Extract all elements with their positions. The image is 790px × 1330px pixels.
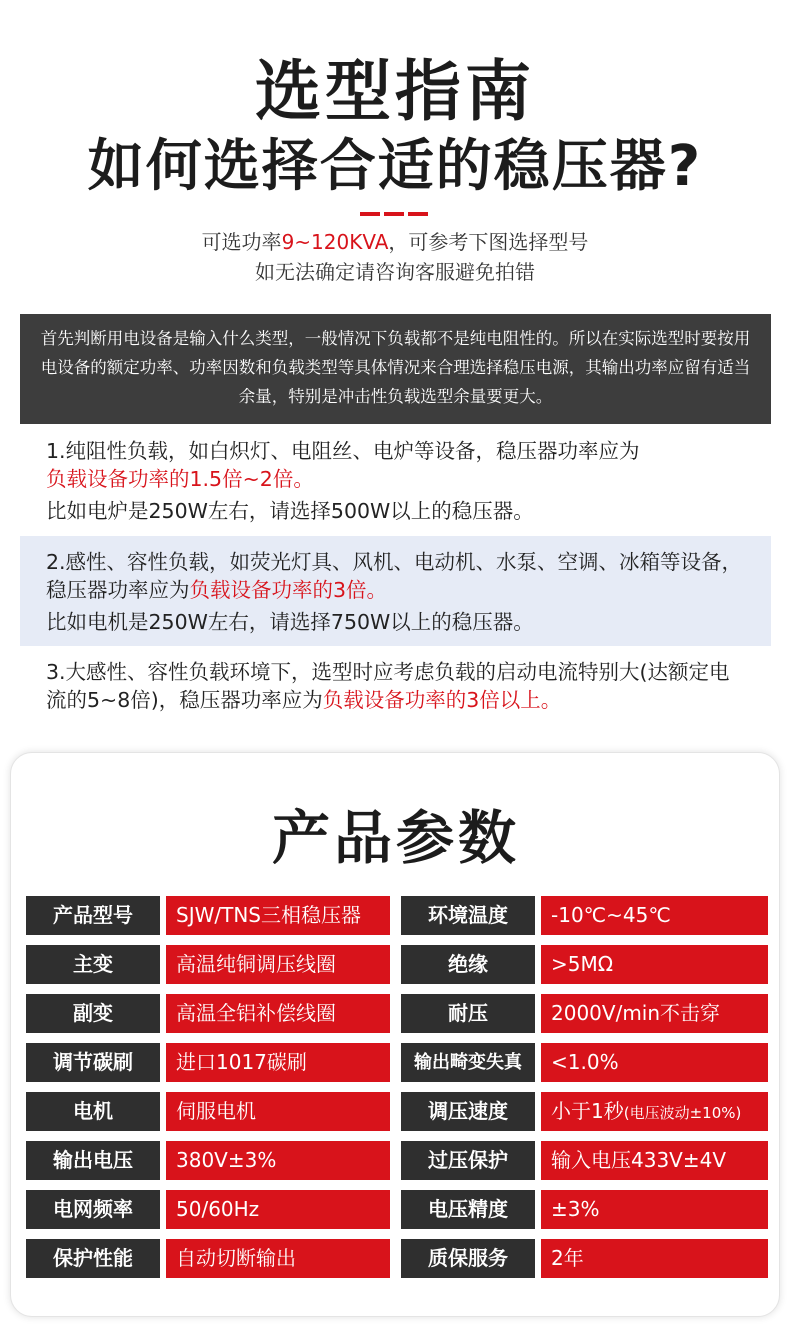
params-card (10, 752, 780, 1317)
param-value: SJW/TNS三相稳压器 (166, 896, 390, 935)
guide-item-example: 比如电机是250W左右，请选择750W以上的稳压器。 (46, 610, 534, 634)
param-row (26, 1043, 768, 1082)
param-value: ±3% (541, 1190, 768, 1229)
power-range-prefix: 可选功率 (201, 230, 282, 254)
power-range-value: 9~120KVA (281, 230, 389, 254)
param-value: 伺服电机 (166, 1092, 390, 1131)
param-label: 产品型号 (26, 896, 160, 935)
guide-item-text: 3.大感性、容性负载环境下，选型时应考虑负载的启动电流特别大(达额定电流的5~8倍)，稳压器功率应为 (46, 660, 730, 712)
param-label: 电压精度 (401, 1190, 535, 1229)
param-value: 380V±3% (166, 1141, 390, 1180)
guide-item-text: 1.纯阻性负载，如白炽灯、电阻丝、电炉等设备，稳压器功率应为 (46, 439, 640, 463)
consult-note: 如无法确定请咨询客服避免拍错 (255, 260, 535, 284)
param-label: 保护性能 (26, 1239, 160, 1278)
power-range-suffix: ，可参考下图选择型号 (388, 230, 589, 254)
param-label: 电网频率 (26, 1190, 160, 1229)
param-label: 质保服务 (401, 1239, 535, 1278)
guide-item-highlight: 负载设备功率的3倍以上。 (322, 688, 562, 712)
param-value: -10℃~45℃ (541, 896, 768, 935)
guide-item-resistive (20, 437, 771, 525)
param-value (541, 1092, 768, 1131)
param-label: 调压速度 (401, 1092, 535, 1131)
guide-item-heavy-load (20, 658, 771, 714)
param-label: 环境温度 (401, 896, 535, 935)
intro-box: 首先判断用电设备是输入什么类型，一般情况下负载都不是纯电阻性的。所以在实际选型时要按用电设备的额定功率、功率因数和负载类型等具体情况来合理选择稳压电源，其输出功率应留有适当余量，特别是冲击性负载选型余量要更大。 (20, 314, 771, 424)
param-value-note: (电压波动±10%) (623, 1104, 742, 1122)
guide-item-example: 比如电炉是250W左右，请选择500W以上的稳压器。 (46, 499, 534, 523)
title-divider (360, 212, 432, 216)
param-value-main: 小于1秒 (551, 1099, 624, 1123)
param-row (26, 945, 768, 984)
guide-item-text: 2.感性、容性负载，如荧光灯具、风机、电动机、水泵、空调、冰箱等设备，稳压器功率应为 (46, 550, 743, 602)
param-value: 高温纯铜调压线圈 (166, 945, 390, 984)
page-subtitle: 如何选择合适的稳压器? (87, 134, 703, 199)
param-label: 绝缘 (401, 945, 535, 984)
param-value: 高温全铝补偿线圈 (166, 994, 390, 1033)
param-label: 调节碳刷 (26, 1043, 160, 1082)
param-label: 主变 (26, 945, 160, 984)
param-value: 输入电压433V±4V (541, 1141, 768, 1180)
param-row (26, 1239, 768, 1278)
param-label: 输出电压 (26, 1141, 160, 1180)
param-row (26, 1141, 768, 1180)
guide-item-highlight: 负载设备功率的3倍。 (189, 578, 388, 602)
param-value: 2年 (541, 1239, 768, 1278)
param-value: 50/60Hz (166, 1190, 390, 1229)
param-row (26, 896, 768, 935)
param-value: 进口1017碳刷 (166, 1043, 390, 1082)
params-title: 产品参数 (271, 804, 520, 872)
params-table (26, 896, 768, 1288)
guide-item-highlight: 负载设备功率的1.5倍~2倍。 (46, 467, 314, 491)
param-row (26, 1190, 768, 1229)
param-value: >5MΩ (541, 945, 768, 984)
param-row (26, 994, 768, 1033)
param-label: 过压保护 (401, 1141, 535, 1180)
param-value: 2000V/min不击穿 (541, 994, 768, 1033)
param-row (26, 1092, 768, 1131)
param-label: 耐压 (401, 994, 535, 1033)
power-range-line (0, 227, 790, 257)
param-label: 电机 (26, 1092, 160, 1131)
guide-item-inductive (20, 536, 771, 646)
param-label: 输出畸变失真 (401, 1043, 535, 1082)
param-value: 自动切断输出 (166, 1239, 390, 1278)
page-title: 选型指南 (255, 53, 535, 130)
param-label: 副变 (26, 994, 160, 1033)
param-value: <1.0% (541, 1043, 768, 1082)
